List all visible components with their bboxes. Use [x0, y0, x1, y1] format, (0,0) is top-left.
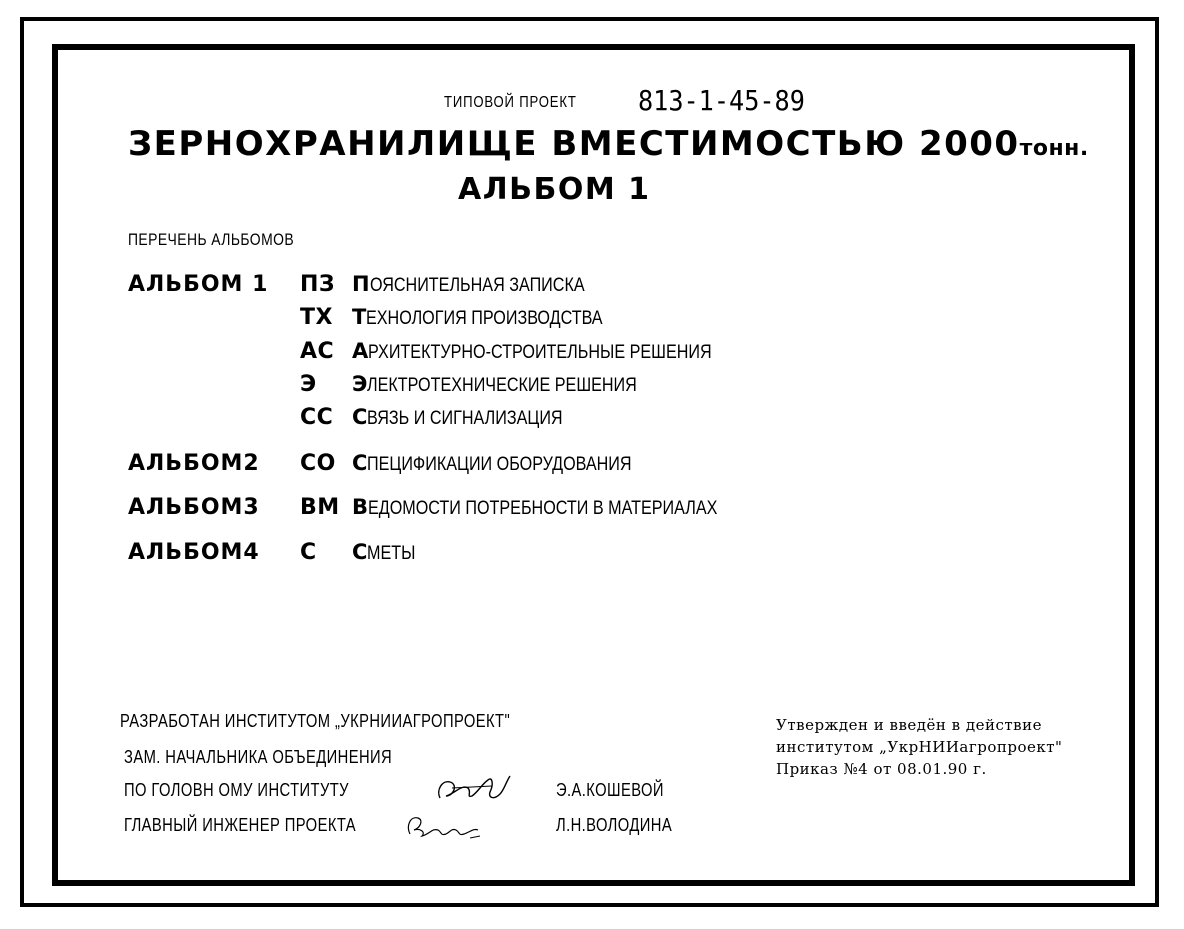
section-description — [352, 305, 645, 330]
deputy-role-line2: ПО ГОЛОВН ОМУ ИНСТИТУТУ — [124, 780, 349, 800]
section-description — [352, 451, 679, 476]
section-code: СО — [300, 451, 336, 476]
description-text: ЕДОМОСТИ ПОТРЕБНОСТИ В МАТЕРИАЛАХ — [368, 498, 718, 519]
section-code: Э — [300, 372, 317, 397]
section-description — [352, 495, 779, 520]
description-text: РХИТЕКТУРНО-СТРОИТЕЛЬНЫЕ РЕШЕНИЯ — [368, 342, 712, 363]
deputy-name: Э.А.КОШЕВОЙ — [556, 780, 664, 800]
section-description — [352, 540, 424, 565]
approval-line2: институтом „УкрНИИагропроект" — [776, 738, 1063, 756]
chief-engineer-name: Л.Н.ВОЛОДИНА — [556, 815, 673, 835]
section-code: ТХ — [300, 305, 333, 330]
deputy-role-line1: ЗАМ. НАЧАЛЬНИКА ОБЪЕДИНЕНИЯ — [124, 747, 393, 767]
description-text: МЕТЫ — [367, 543, 416, 564]
description-initial: Т — [352, 305, 367, 329]
signature-volodina — [400, 808, 490, 844]
section-code: СС — [300, 405, 334, 430]
document-title — [128, 124, 1089, 164]
section-description — [352, 372, 685, 397]
section-description — [352, 272, 622, 297]
description-initial: Э — [352, 372, 368, 396]
description-initial: П — [352, 272, 370, 296]
section-code: С — [300, 540, 317, 565]
approval-line1: Утвержден и введён в действие — [776, 716, 1042, 734]
album-name: АЛЬБОМ 1 — [128, 272, 269, 297]
album-name: АЛЬБОМ4 — [128, 540, 260, 565]
project-number: 813-1-45-89 — [638, 84, 805, 117]
description-text: ЛЕКТРОТЕХНИЧЕСКИЕ РЕШЕНИЯ — [367, 375, 638, 396]
album-title: АЛЬБОМ 1 — [458, 172, 651, 207]
section-description — [352, 405, 598, 430]
description-text: ЕХНОЛОГИЯ ПРОИЗВОДСТВА — [366, 308, 603, 329]
description-initial: С — [352, 540, 368, 564]
description-text: ОЯСНИТЕЛЬНАЯ ЗАПИСКА — [369, 275, 585, 296]
developer-line: РАЗРАБОТАН ИНСТИТУТОМ „УКРНИИАГРОПРОЕКТ" — [120, 711, 511, 731]
description-text: ВЯЗЬ И СИГНАЛИЗАЦИЯ — [367, 408, 564, 429]
section-description — [352, 339, 773, 364]
section-code: ПЗ — [300, 272, 336, 297]
description-initial: А — [352, 339, 369, 363]
list-heading: ПЕРЕЧЕНЬ АЛЬБОМОВ — [128, 230, 295, 249]
description-text: ПЕЦИФИКАЦИИ ОБОРУДОВАНИЯ — [367, 454, 633, 475]
section-code: АС — [300, 339, 335, 364]
title-main: ЗЕРНОХРАНИЛИЩЕ ВМЕСТИМОСТЬЮ 2000 — [128, 124, 1020, 164]
album-name: АЛЬБОМ3 — [128, 495, 260, 520]
project-label: ТИПОВОЙ ПРОЕКТ — [444, 94, 577, 111]
description-initial: В — [352, 495, 369, 519]
title-unit: тонн. — [1019, 136, 1089, 161]
signature-koshevoy — [432, 770, 522, 810]
section-code: ВМ — [300, 495, 340, 520]
album-name: АЛЬБОМ2 — [128, 451, 260, 476]
description-initial: С — [352, 451, 368, 475]
description-initial: С — [352, 405, 368, 429]
approval-order: Приказ №4 от 08.01.90 г. — [776, 760, 987, 778]
chief-engineer-role: ГЛАВНЫЙ ИНЖЕНЕР ПРОЕКТА — [124, 815, 357, 835]
